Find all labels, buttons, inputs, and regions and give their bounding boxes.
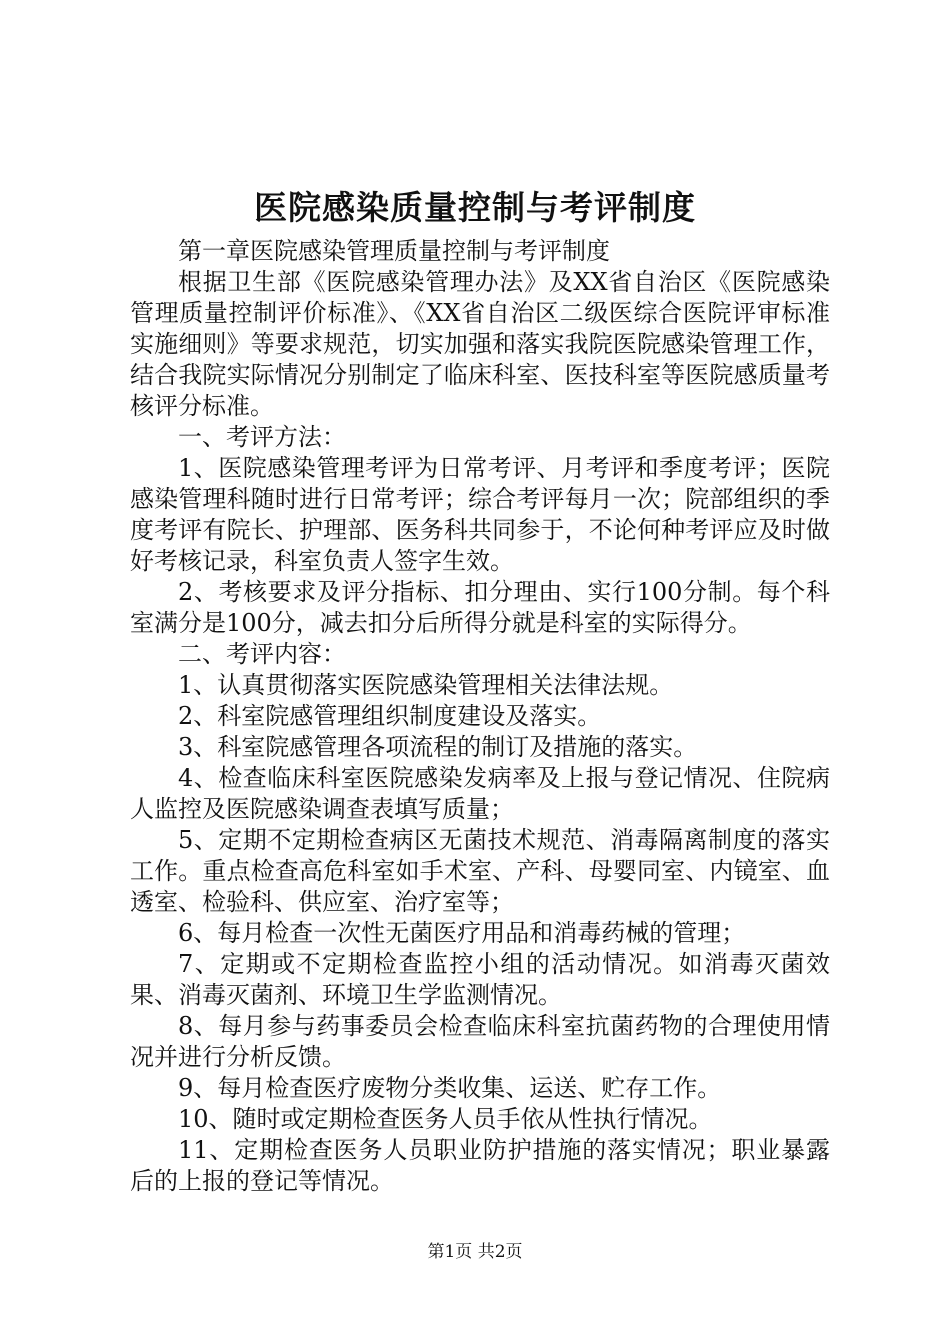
paragraph-method-1: 1、医院感染管理考评为日常考评、月考评和季度考评；医院感染管理科随时进行日常考评；综合考评每月一次；院部组织的季度考评有院长、护理部、医务科共同参于，不论何种考评应及时做好考核记录，科室负责人签字生效。: [130, 454, 830, 575]
page-number-footer: 第1页 共2页: [427, 1242, 523, 1262]
paragraph-content-2: 2、科室院感管理组织制度建设及落实。: [178, 702, 602, 730]
paragraph-content-1: 1、认真贯彻落实医院感染管理相关法律法规。: [178, 671, 674, 699]
paragraph-method-2: 2、考核要求及评分指标、扣分理由、实行100分制。每个科室满分是100分，减去扣分后所得分就是科室的实际得分。: [130, 578, 830, 637]
paragraph-content-3: 3、科室院感管理各项流程的制订及措施的落实。: [178, 733, 698, 761]
section-heading-content: 二、考评内容：: [178, 640, 346, 668]
paragraph-chapter-heading: 第一章医院感染管理质量控制与考评制度: [178, 237, 610, 265]
paragraph-intro: 根据卫生部《医院感染管理办法》及XX省自治区《医院感染管理质量控制评价标准》、《XX省自治区二级医综合医院评审标准实施细则》等要求规范，切实加强和落实我院医院感染管理工作，结合我院实际情况分别制定了临床科室、医技科室等医院感质量考核评分标准。: [130, 268, 830, 420]
paragraph-content-7: 7、定期或不定期检查监控小组的活动情况。如消毒灭菌效果、消毒灭菌剂、环境卫生学监测情况。: [130, 950, 830, 1009]
paragraph-content-10: 10、随时或定期检查医务人员手依从性执行情况。: [178, 1105, 713, 1133]
paragraph-content-9: 9、每月检查医疗废物分类收集、运送、贮存工作。: [178, 1074, 722, 1102]
section-heading-methods: 一、考评方法：: [178, 423, 346, 451]
document-title: 医院感染质量控制与考评制度: [254, 188, 696, 227]
document-body: [130, 236, 830, 1197]
paragraph-content-5: 5、定期不定期检查病区无菌技术规范、消毒隔离制度的落实工作。重点检查高危科室如手术室、产科、母婴同室、内镜室、血透室、检验科、供应室、治疗室等；: [130, 826, 830, 916]
paragraph-content-6: 6、每月检查一次性无菌医疗用品和消毒药械的管理；: [178, 919, 746, 947]
paragraph-content-4: 4、检查临床科室医院感染发病率及上报与登记情况、住院病人监控及医院感染调查表填写质量；: [130, 764, 830, 823]
paragraph-content-8: 8、每月参与药事委员会检查临床科室抗菌药物的合理使用情况并进行分析反馈。: [130, 1012, 830, 1071]
paragraph-content-11: 11、定期检查医务人员职业防护措施的落实情况；职业暴露后的上报的登记等情况。: [130, 1136, 830, 1195]
